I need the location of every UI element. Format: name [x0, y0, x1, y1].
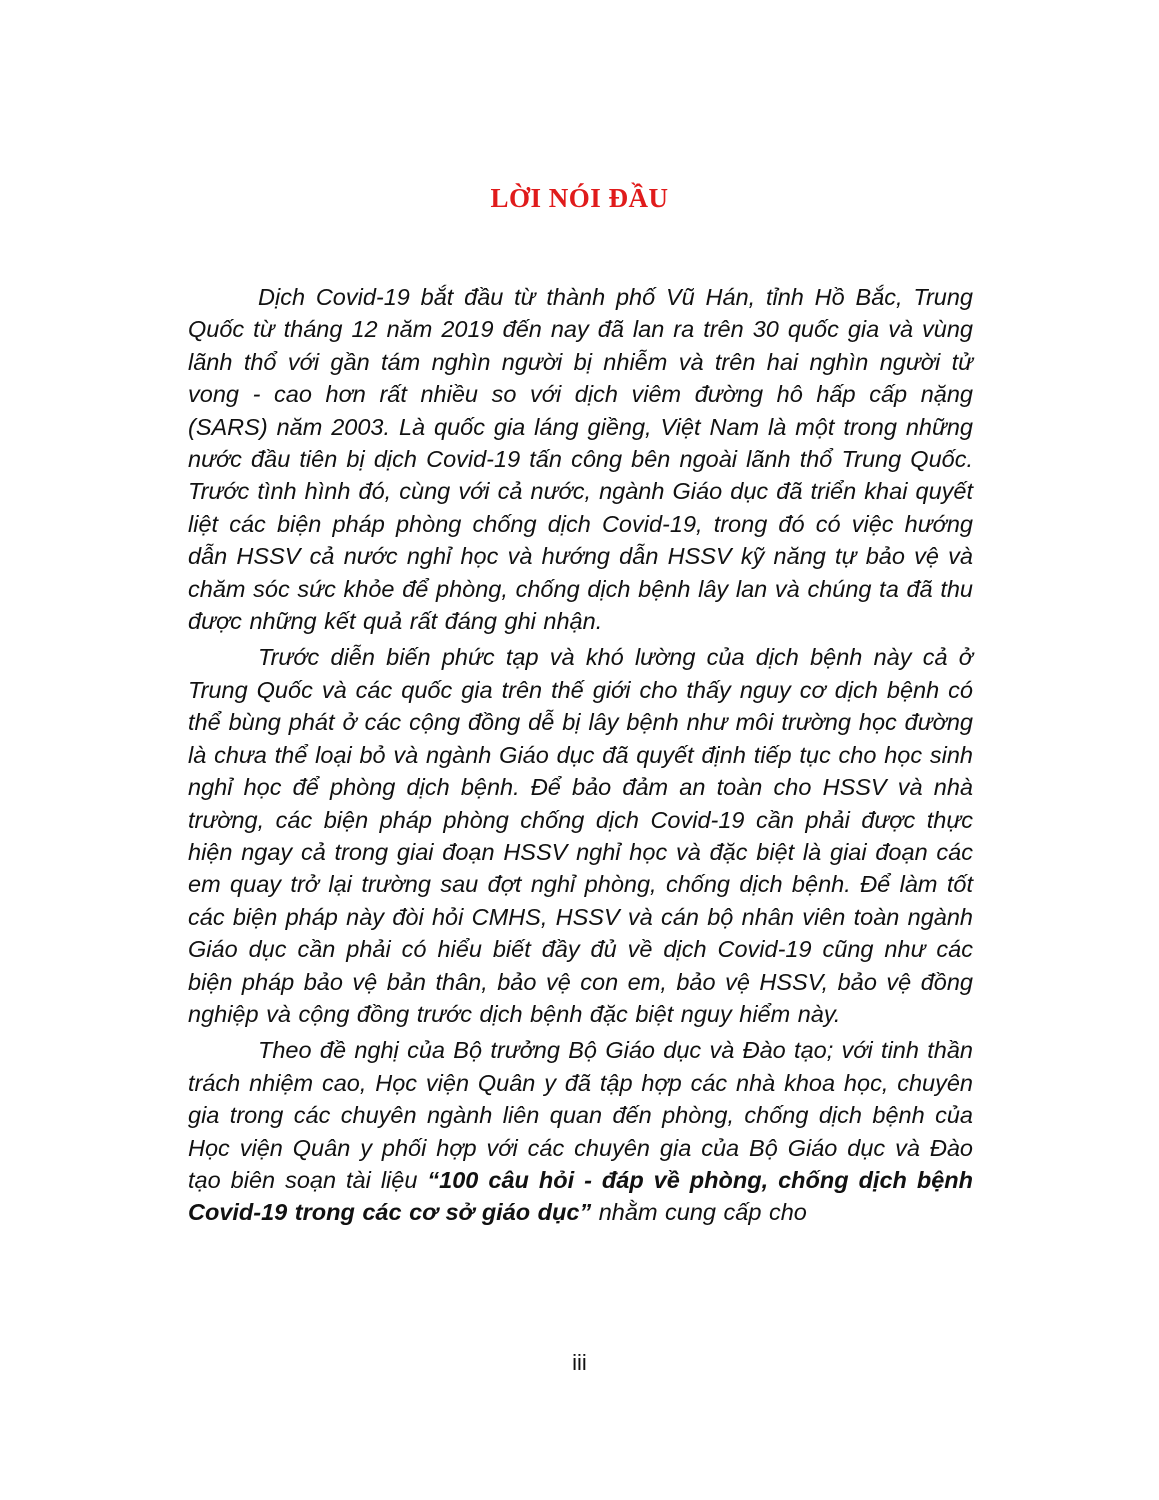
document-title-reference: “100 câu hỏi - đáp về phòng, chống dịch bệnh Covid-19 trong các cơ sở giáo dục” — [188, 1166, 973, 1226]
page-title: LỜI NÓI ĐẦU — [490, 183, 669, 213]
paragraph: Dịch Covid-19 bắt đầu từ thành phố Vũ Hán, tỉnh Hồ Bắc, Trung Quốc từ tháng 12 năm 2019 đến nay đã lan ra trên 30 quốc gia và vùng lãnh thổ với gần tám nghìn người bị nhiễm và trên hai nghìn người tử vong - cao hơn rất nhiều so với dịch viêm đường hô hấp cấp nặng (SARS) năm 2003. Là quốc gia láng giềng, Việt Nam là một trong những nước đầu tiên bị dịch Covid-19 tấn công bên ngoài lãnh thổ Trung Quốc. Trước tình hình đó, cùng với cả nước, ngành Giáo dục đã triển khai quyết liệt các biện pháp phòng chống dịch Covid-19, trong đó có việc hướng dẫn HSSV cả nước nghỉ học và hướng dẫn HSSV kỹ năng tự bảo vệ và chăm sóc sức khỏe để phòng, chống dịch bệnh lây lan và chúng ta đã thu được những kết quả rất đáng ghi nhận. — [188, 284, 973, 635]
page-number: iii — [572, 1350, 587, 1375]
paragraph — [188, 1034, 973, 1228]
paragraph-text: Theo đề nghị của Bộ trưởng Bộ Giáo dục và Đào tạo; với tinh thần trách nhiệm cao, Học viện Quân y đã tập hợp các nhà khoa học, chuyên gia trong các chuyên ngành liên quan đến phòng, chống dịch bệnh của Học viện Quân y phối hợp với các chuyên gia của Bộ Giáo dục và Đào tạo biên soạn tài liệu — [188, 1037, 973, 1193]
paragraph: Trước diễn biến phức tạp và khó lường của dịch bệnh này cả ở Trung Quốc và các quốc gia trên thế giới cho thấy nguy cơ dịch bệnh có thể bùng phát ở các cộng đồng dễ bị lây bệnh như môi trường học đường là chưa thể loại bỏ và ngành Giáo dục đã quyết định tiếp tục cho học sinh nghỉ học để phòng dịch bệnh. Để bảo đảm an toàn cho HSSV và nhà trường, các biện pháp phòng chống dịch Covid-19 cần phải được thực hiện ngay cả trong giai đoạn HSSV nghỉ học và đặc biệt là giai đoạn các em quay trở lại trường sau đợt nghỉ phòng, chống dịch bệnh. Để làm tốt các biện pháp này đòi hỏi CMHS, HSSV và cán bộ nhân viên toàn ngành Giáo dục cần phải có hiểu biết đầy đủ về dịch Covid-19 cũng như các biện pháp bảo vệ bản thân, bảo vệ con em, bảo vệ HSSV, bảo vệ đồng nghiệp và cộng đồng trước dịch bệnh đặc biệt nguy hiểm này. — [188, 644, 973, 1027]
document-body — [188, 281, 973, 1233]
paragraph-text: nhằm cung cấp cho — [591, 1199, 807, 1226]
